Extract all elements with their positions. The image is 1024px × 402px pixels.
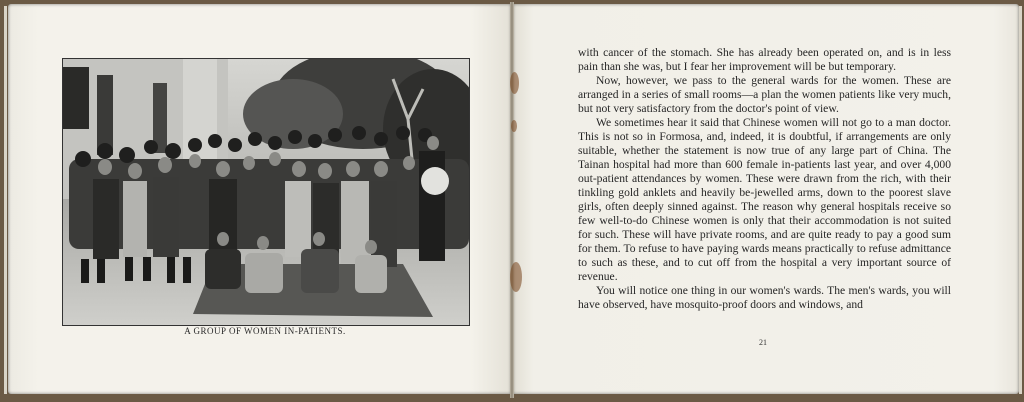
page-number: 21	[759, 338, 767, 347]
left-page-edges	[4, 6, 7, 394]
rust-stain	[510, 262, 522, 292]
group-photograph	[62, 58, 470, 326]
body-text	[578, 46, 951, 312]
rust-stain	[510, 72, 519, 94]
paragraph-4: You will notice one thing in our women's wards. The men's wards, you will have observed, have mosquito-proof doors and windows, and	[578, 284, 951, 311]
book-spine	[510, 2, 514, 398]
paragraph-1: with cancer of the stomach. She has already been operated on, and is in less pain than she was, but I fear her improvement will be but temporary.	[578, 46, 951, 73]
paragraph-3: We sometimes hear it said that Chinese women will not go to a man doctor. This is not so in Formosa, and, indeed, it is doubtful, if arrangements are only suitable, whether the statement is now true of any large part of China. The Tainan hospital had more than 600 female in-patients last year, and over 4,000 out-patient attendances by women. These were drawn from the rich, with their tinkling gold anklets and heavily be-jewelled arms, down to the poorest slave girls, often deeply sinned against. The reason why general hospitals receive so few well-to-do Chinese women is only that their accommodation is not suited for such. These will have private rooms, and are quite ready to pay a good sum for them. To refuse to have paying wards means practically to refuse admittance to such as these, and to cut off from the hospital a very important source of revenue.	[578, 116, 951, 283]
paragraph-2: Now, however, we pass to the general wards for the women. These are arranged in a series of small rooms—a plan the women patients like very much, but not very satisfactory from the doctor's point of view.	[578, 74, 951, 115]
photograph-image	[63, 59, 469, 325]
rust-stain	[511, 120, 517, 132]
photo-caption: A GROUP OF WOMEN IN-PATIENTS.	[184, 326, 346, 336]
right-page-edges	[1019, 6, 1022, 394]
